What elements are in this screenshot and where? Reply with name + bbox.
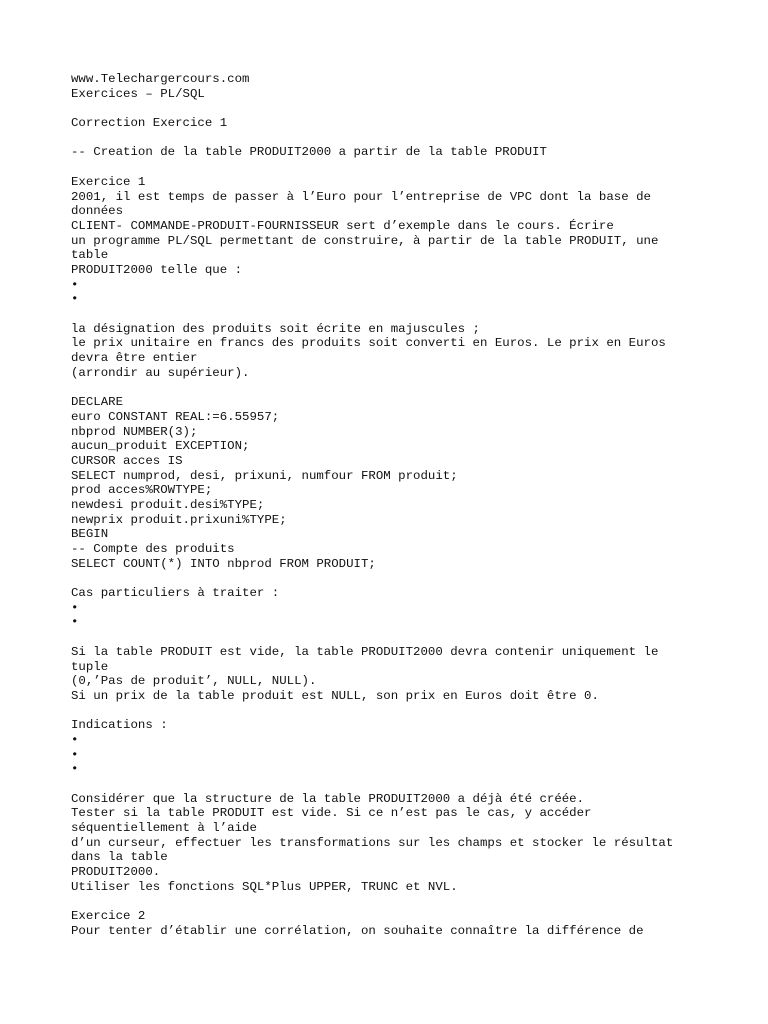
bullet-line: •: [71, 615, 79, 630]
text-line: (0,’Pas de produit’, NULL, NULL).: [71, 674, 317, 689]
text-line: newdesi produit.desi%TYPE;: [71, 497, 265, 512]
blank-line: [71, 895, 711, 910]
text-line: -- Compte des produits: [71, 542, 235, 556]
text-line: BEGIN: [71, 527, 109, 542]
text-line: Exercice 2: [71, 909, 146, 924]
text-line: Tester si la table PRODUIT est vide. Si ce n’est pas le cas, y accéder: [71, 806, 592, 821]
text-line: tuple: [71, 659, 109, 674]
text-line: SELECT numprod, desi, prixuni, numfour FROM produit;: [71, 468, 458, 483]
text-line: Si un prix de la table produit est NULL, son prix en Euros doit être 0.: [71, 688, 599, 703]
text-line: aucun_produit EXCEPTION;: [71, 439, 250, 454]
text-line: newprix produit.prixuni%TYPE;: [71, 512, 287, 527]
blank-line: [71, 307, 711, 322]
text-line: devra être entier: [71, 351, 198, 366]
blank-line: [71, 704, 711, 719]
bullet-line: •: [71, 600, 79, 615]
bullet-line: •: [71, 292, 79, 307]
text-line: Si la table PRODUIT est vide, la table PRODUIT2000 devra contenir uniquement le: [71, 644, 659, 659]
text-line: Considérer que la structure de la table PRODUIT2000 a déjà été créée.: [71, 791, 585, 806]
text-line: CURSOR acces IS: [71, 453, 183, 468]
text-line: Exercices – PL/SQL: [71, 86, 205, 101]
text-line: -- Creation de la table PRODUIT2000 a partir de la table PRODUIT: [71, 145, 547, 160]
blank-line: [71, 131, 711, 146]
text-line: PRODUIT2000 telle que :: [71, 262, 243, 277]
text-line: nbprod NUMBER(3);: [71, 424, 198, 439]
blank-line: [71, 101, 711, 116]
text-line: Cas particuliers à traiter :: [71, 586, 280, 601]
text-line: Correction Exercice 1: [71, 116, 228, 131]
text-line: euro CONSTANT REAL:=6.55957;: [71, 409, 280, 424]
text-line: séquentiellement à l’aide: [71, 821, 257, 836]
text-line: DECLARE: [71, 395, 124, 410]
text-line: (arrondir au supérieur).: [71, 365, 250, 380]
text-line: Utiliser les fonctions SQL*Plus UPPER, TRUNC et NVL.: [71, 879, 458, 894]
bullet-line: •: [71, 732, 79, 747]
blank-line: [71, 777, 711, 792]
text-line: table: [71, 248, 109, 263]
text-line: un programme PL/SQL permettant de construire, à partir de la table PRODUIT, une: [71, 233, 659, 248]
bullet-line: •: [71, 762, 79, 777]
text-line: d’un curseur, effectuer les transformations sur les champs et stocker le résultat: [71, 835, 674, 850]
text-line: Pour tenter d’établir une corrélation, on souhaite connaître la différence de: [71, 923, 644, 938]
text-line: Indications :: [71, 718, 168, 733]
text-line: Exercice 1: [71, 174, 146, 189]
text-line: le prix unitaire en francs des produits soit converti en Euros. Le prix en Euros: [71, 336, 666, 351]
blank-line: [71, 380, 711, 395]
text-line: dans la table: [71, 850, 168, 865]
text-line: CLIENT- COMMANDE-PRODUIT-FOURNISSEUR sert d’exemple dans le cours. Écrire: [71, 218, 614, 233]
text-line: prod acces%ROWTYPE;: [71, 483, 213, 498]
bullet-line: •: [71, 747, 79, 762]
blank-line: [71, 571, 711, 586]
text-line: SELECT COUNT(*) INTO nbprod FROM PRODUIT;: [71, 556, 376, 571]
text-line: PRODUIT2000.: [71, 865, 161, 880]
text-line: données: [71, 204, 124, 219]
blank-line: [71, 160, 711, 175]
document-body: [71, 72, 711, 939]
text-line: www.Telechargercours.com: [71, 72, 250, 86]
bullet-line: •: [71, 277, 79, 292]
text-line: 2001, il est temps de passer à l’Euro pour l’entreprise de VPC dont la base de: [71, 189, 651, 204]
text-line: la désignation des produits soit écrite en majuscules ;: [71, 321, 480, 336]
blank-line: [71, 630, 711, 645]
